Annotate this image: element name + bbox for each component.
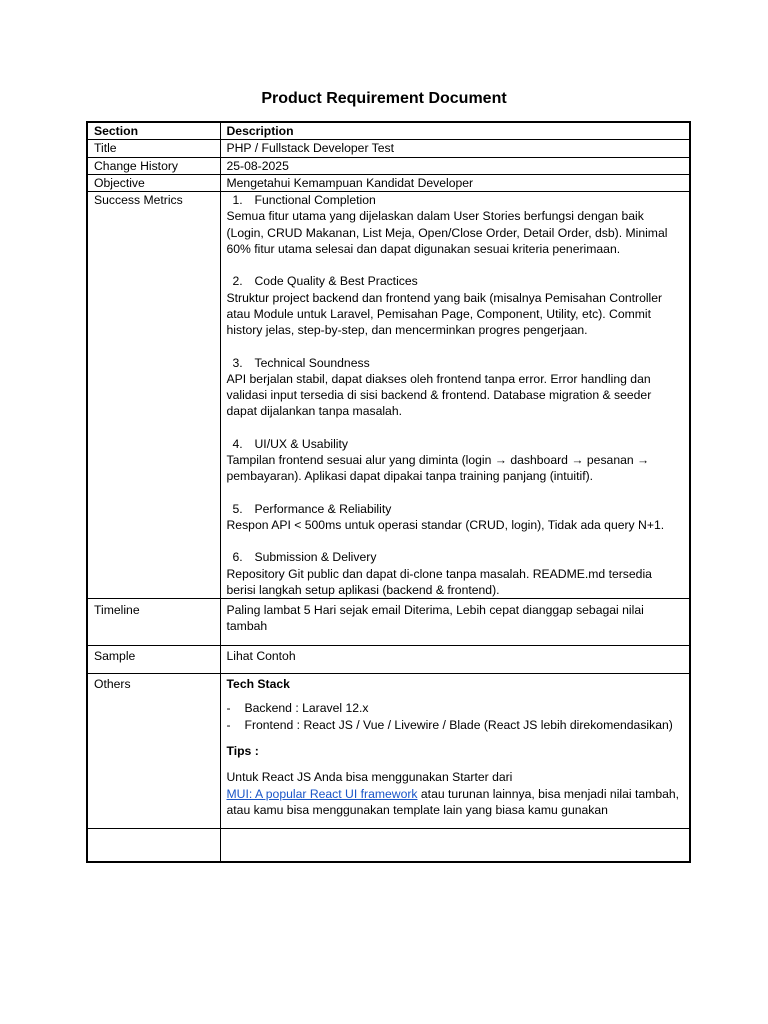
row-value-success-metrics (220, 192, 690, 599)
document-title: Product Requirement Document (261, 90, 507, 107)
table-row-success-metrics (87, 192, 690, 599)
metric-title: Submission & Delivery (254, 550, 377, 565)
table-row-empty (87, 829, 690, 862)
table-header-row (87, 122, 690, 140)
row-label-objective: Objective (87, 174, 220, 191)
row-value-others (220, 674, 690, 829)
row-label-success-metrics: Success Metrics (87, 192, 220, 599)
row-value-timeline: Paling lambat 5 Hari sejak email Diterima, Lebih cepat dianggap sebagai nilai tambah (220, 599, 690, 646)
metric-item (227, 501, 684, 534)
metric-title: Performance & Reliability (254, 501, 392, 516)
row-label-sample: Sample (87, 646, 220, 674)
table-row-others (87, 674, 690, 829)
metric-title: UI/UX & Usability (254, 436, 348, 451)
metric-number: 5. (232, 501, 243, 516)
tech-stack-list (227, 700, 684, 733)
metric-number: 3. (232, 355, 243, 370)
metric-body: Tampilan frontend sesuai alur yang diminta (login → dashboard → pesanan → pembayaran). Aplikasi dapat dipakai tanpa training panjang (intuitif). (226, 453, 650, 484)
row-label-others: Others (87, 674, 220, 829)
list-item: - Backend : Laravel 12.x (227, 700, 684, 716)
row-label-title: Title (87, 140, 220, 157)
tips-heading: Tips : (226, 744, 259, 759)
metric-number: 2. (232, 274, 243, 289)
metric-body: Struktur project backend dan frontend yang baik (misalnya Pemisahan Controller atau Module untuk Laravel, Pemisahan Page, Component, Utility, etc). Commit history jelas, step-by-step, dan mencerminkan progres pengerjaan. (226, 290, 663, 338)
row-value-title: PHP / Fullstack Developer Test (220, 140, 690, 157)
row-value-sample: Lihat Contoh (220, 646, 690, 674)
metric-item (227, 355, 684, 420)
metric-item (227, 273, 684, 338)
tips-rest: atau turunan lainnya, bisa menjadi nilai tambah, atau kamu bisa menggunakan template lain yang biasa kamu gunakan (226, 786, 680, 817)
metric-number: 4. (232, 436, 243, 451)
metric-body: Repository Git public dan dapat di-clone tanpa masalah. README.md tersedia berisi langkah setup aplikasi (backend & frontend). (226, 566, 652, 597)
requirements-table (86, 121, 691, 863)
metric-body: Semua fitur utama yang dijelaskan dalam User Stories berfungsi dengan baik (Login, CRUD Makanan, List Meja, Open/Close Order, Detail Order, dsb). Minimal 60% fitur utama selesai dan dapat digunakan sesuai kriteria penerimaan. (226, 209, 668, 257)
metric-title: Code Quality & Best Practices (254, 274, 418, 289)
metric-item (227, 436, 684, 485)
header-description: Description (220, 122, 690, 140)
table-row-timeline (87, 599, 690, 646)
empty-cell (220, 829, 690, 862)
mui-link[interactable]: MUI: A popular React UI framework (226, 786, 418, 801)
metric-title: Functional Completion (254, 193, 376, 208)
tech-stack-heading: Tech Stack (226, 677, 290, 692)
tips-intro: Untuk React JS Anda bisa menggunakan Starter dari (226, 770, 513, 785)
table-row-title (87, 140, 690, 157)
list-item: - Frontend : React JS / Vue / Livewire / Blade (React JS lebih direkomendasikan) (227, 717, 684, 733)
metric-body: Respon API < 500ms untuk operasi standar (CRUD, login), Tidak ada query N+1. (226, 517, 665, 532)
tips-paragraph (227, 786, 684, 819)
row-value-objective: Mengetahui Kemampuan Kandidat Developer (220, 174, 690, 191)
metric-item (227, 549, 684, 598)
metric-item (227, 192, 684, 257)
row-value-change-history: 25-08-2025 (220, 157, 690, 174)
metric-number: 6. (232, 550, 243, 565)
empty-cell (87, 829, 220, 862)
metric-title: Technical Soundness (254, 355, 370, 370)
metric-body: API berjalan stabil, dapat diakses oleh frontend tanpa error. Error handling dan validasi input tersedia di sisi backend & frontend. Database migration & seeder dapat dijalankan tanpa masalah. (226, 371, 652, 419)
row-label-change-history: Change History (87, 157, 220, 174)
row-label-timeline: Timeline (87, 599, 220, 646)
table-row-objective (87, 174, 690, 191)
table-row-change-history (87, 157, 690, 174)
metric-number: 1. (232, 193, 243, 208)
table-row-sample (87, 646, 690, 674)
header-section: Section (87, 122, 220, 140)
